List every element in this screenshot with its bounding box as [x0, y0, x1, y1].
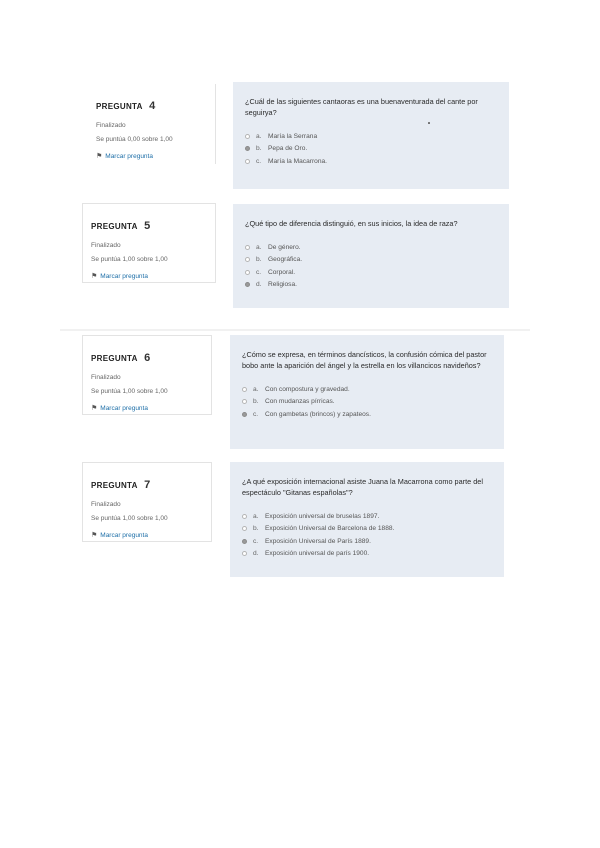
- radio-button[interactable]: [245, 257, 250, 262]
- flag-question-link[interactable]: [91, 404, 203, 412]
- radio-button-selected[interactable]: [242, 412, 247, 417]
- answer-option[interactable]: [242, 548, 492, 561]
- radio-button[interactable]: [245, 159, 250, 164]
- question-content-5: [233, 204, 509, 308]
- answer-option[interactable]: [242, 523, 492, 536]
- answer-text: Exposición universal de parís 1900.: [265, 550, 370, 558]
- radio-button[interactable]: [245, 245, 250, 250]
- answer-letter: c.: [256, 157, 262, 165]
- answer-option[interactable]: [242, 535, 492, 548]
- question-info-6: [82, 335, 212, 415]
- flag-icon: ⚑: [91, 273, 98, 280]
- cursor-dot: [428, 122, 430, 124]
- question-label: PREGUNTA: [96, 102, 143, 111]
- answer-letter: b.: [253, 525, 259, 533]
- answer-option[interactable]: [245, 130, 497, 143]
- answer-list: [245, 241, 497, 291]
- flag-label: Marcar pregunta: [100, 272, 148, 280]
- answer-text: María la Serrana: [268, 132, 318, 140]
- answer-text: Geográfica.: [268, 256, 303, 264]
- radio-button[interactable]: [245, 134, 250, 139]
- question-score: Se puntúa 1,00 sobre 1,00: [91, 256, 168, 263]
- answer-option[interactable]: [245, 266, 497, 279]
- answer-text: Exposición Universal de París 1889.: [265, 537, 371, 545]
- question-label: PREGUNTA: [91, 481, 138, 490]
- answer-list: [242, 383, 492, 421]
- answer-list: [245, 130, 497, 168]
- answer-text: Corporal.: [268, 268, 296, 276]
- flag-question-link[interactable]: [91, 531, 203, 539]
- question-info-5: [82, 203, 216, 283]
- question-content-7: [230, 462, 504, 577]
- radio-button[interactable]: [245, 270, 250, 275]
- question-label: PREGUNTA: [91, 354, 138, 363]
- answer-text: Con compostura y gravedad.: [265, 385, 350, 393]
- answer-letter: d.: [253, 550, 259, 558]
- question-score: Se puntúa 1,00 sobre 1,00: [91, 388, 168, 395]
- answer-option[interactable]: [245, 155, 497, 168]
- radio-button[interactable]: [242, 514, 247, 519]
- answer-letter: c.: [253, 537, 259, 545]
- flag-question-link[interactable]: [91, 272, 207, 280]
- question-text: ¿Cómo se expresa, en términos dancísticos, la confusión cómica del pastor bobo ante la aparición del ángel y la estrella en los villancicos navideños?: [242, 350, 487, 370]
- answer-option[interactable]: [245, 254, 497, 267]
- radio-button[interactable]: [242, 399, 247, 404]
- question-content-4: [233, 82, 509, 189]
- answer-letter: c.: [253, 410, 259, 418]
- answer-letter: a.: [253, 385, 259, 393]
- question-number: 5: [144, 220, 151, 232]
- answer-option[interactable]: [245, 241, 497, 254]
- answer-option[interactable]: [242, 510, 492, 523]
- answer-text: Religiosa.: [268, 281, 297, 289]
- answer-text: De género.: [268, 243, 301, 251]
- answer-list: [242, 510, 492, 560]
- answer-option[interactable]: [245, 143, 497, 156]
- flag-question-link[interactable]: [96, 152, 207, 160]
- question-number: 6: [144, 352, 151, 364]
- question-text: ¿A qué exposición internacional asiste Juana la Macarrona como parte del espectáculo "Gitanas españolas"?: [242, 477, 483, 497]
- answer-option[interactable]: [242, 383, 492, 396]
- radio-button-selected[interactable]: [242, 539, 247, 544]
- question-score: Se puntúa 1,00 sobre 1,00: [91, 515, 168, 522]
- flag-icon: ⚑: [91, 405, 98, 412]
- answer-text: Con gambetas (brincos) y zapateos.: [265, 410, 371, 418]
- answer-text: Exposición universal de bruselas 1897.: [265, 512, 380, 520]
- question-status: Finalizado: [91, 374, 121, 381]
- radio-button[interactable]: [242, 526, 247, 531]
- flag-label: Marcar pregunta: [100, 531, 148, 539]
- answer-text: María la Macarrona.: [268, 157, 327, 165]
- question-status: Finalizado: [91, 242, 121, 249]
- answer-letter: a.: [256, 243, 262, 251]
- question-info-7: [82, 462, 212, 542]
- answer-letter: c.: [256, 268, 262, 276]
- question-label: PREGUNTA: [91, 222, 138, 231]
- answer-letter: d.: [256, 281, 262, 289]
- answer-text: Exposición Universal de Barcelona de 1888.: [265, 525, 395, 533]
- answer-text: Con mudanzas pírricas.: [265, 398, 335, 406]
- answer-option[interactable]: [242, 396, 492, 409]
- radio-button[interactable]: [242, 551, 247, 556]
- answer-letter: b.: [256, 145, 262, 153]
- question-score: Se puntúa 0,00 sobre 1,00: [96, 136, 173, 143]
- flag-icon: ⚑: [96, 153, 103, 160]
- radio-button-selected[interactable]: [245, 146, 250, 151]
- question-number: 7: [144, 479, 151, 491]
- answer-letter: a.: [256, 132, 262, 140]
- answer-option[interactable]: [245, 279, 497, 292]
- question-number: 4: [149, 100, 156, 112]
- question-info-4: [88, 84, 216, 164]
- question-text: ¿Cuál de las siguientes cantaoras es una buenaventurada del cante por seguirya?: [245, 97, 478, 117]
- question-status: Finalizado: [91, 501, 121, 508]
- question-text: ¿Qué tipo de diferencia distinguió, en sus inicios, la idea de raza?: [245, 219, 458, 228]
- answer-text: Pepa de Oro.: [268, 145, 308, 153]
- radio-button-selected[interactable]: [245, 282, 250, 287]
- answer-option[interactable]: [242, 408, 492, 421]
- question-content-6: [230, 335, 504, 449]
- flag-label: Marcar pregunta: [105, 152, 153, 160]
- answer-letter: b.: [253, 398, 259, 406]
- answer-letter: b.: [256, 256, 262, 264]
- question-status: Finalizado: [96, 122, 126, 129]
- flag-label: Marcar pregunta: [100, 404, 148, 412]
- radio-button[interactable]: [242, 387, 247, 392]
- answer-letter: a.: [253, 512, 259, 520]
- flag-icon: ⚑: [91, 532, 98, 539]
